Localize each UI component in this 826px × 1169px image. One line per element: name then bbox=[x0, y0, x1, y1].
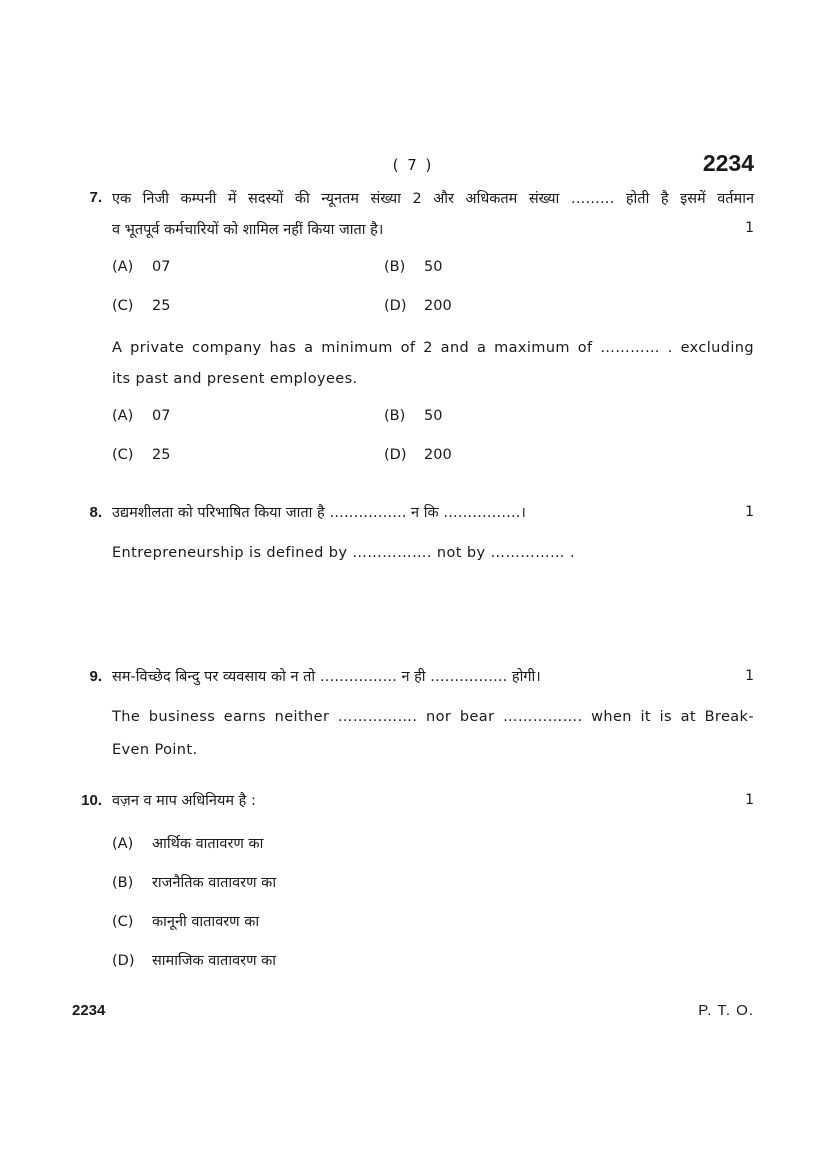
option-label: (A) bbox=[112, 408, 134, 424]
marks: 1 bbox=[745, 220, 754, 236]
question-text-english-cont: its past and present employees. bbox=[112, 371, 358, 387]
question-text-english-cont: Even Point. bbox=[112, 742, 198, 758]
option-text: 25 bbox=[152, 447, 171, 463]
question-text-hindi: वज़न व माप अधिनियम है : bbox=[112, 793, 256, 809]
option-text: सामाजिक वातावरण का bbox=[152, 953, 277, 969]
marks: 1 bbox=[745, 504, 754, 520]
question-text-english: Entrepreneurship is defined by ……………. not by …………… . bbox=[112, 545, 575, 561]
option-label: (C) bbox=[112, 447, 134, 463]
pto-label: P. T. O. bbox=[698, 1002, 754, 1019]
option-text: कानूनी वातावरण का bbox=[152, 914, 260, 930]
option-c bbox=[112, 911, 259, 931]
question-text-english: A private company has a minimum of 2 and a maximum of ………… . excluding bbox=[112, 340, 754, 356]
question-text-hindi: सम-विच्छेद बिन्दु पर व्यवसाय को न तो ……………. न ही ……………. होगी। bbox=[112, 669, 541, 685]
option-b bbox=[384, 408, 442, 424]
marks: 1 bbox=[745, 668, 754, 684]
option-label: (A) bbox=[112, 836, 134, 852]
option-b bbox=[112, 872, 276, 892]
question-text-hindi-cont: व भूतपूर्व कर्मचारियों को शामिल नहीं किया जाता है। bbox=[112, 222, 384, 238]
option-label: (B) bbox=[384, 259, 406, 275]
option-text: 200 bbox=[424, 298, 452, 314]
option-text: आर्थिक वातावरण का bbox=[152, 836, 264, 852]
option-text: 25 bbox=[152, 298, 171, 314]
page-number: ( 7 ) bbox=[392, 156, 434, 174]
option-label: (A) bbox=[112, 259, 134, 275]
option-d bbox=[384, 298, 452, 314]
option-text: 07 bbox=[152, 408, 171, 424]
question-text-english: The business earns neither ……………. nor bear ……………. when it is at Break- bbox=[112, 709, 754, 725]
option-text: 50 bbox=[424, 259, 443, 275]
option-a bbox=[112, 259, 170, 275]
question-text-hindi: एक निजी कम्पनी में सदस्यों की न्यूनतम संख्या 2 और अधिकतम संख्या ……… होती है इसमें वर्तमान bbox=[112, 191, 754, 207]
option-label: (C) bbox=[112, 298, 134, 314]
question-text-hindi: उद्यमशीलता को परिभाषित किया जाता है ……………. न कि …………….। bbox=[112, 505, 526, 521]
question-number: 7. bbox=[89, 189, 102, 206]
option-label: (B) bbox=[112, 875, 134, 891]
option-label: (C) bbox=[112, 914, 134, 930]
option-a bbox=[112, 833, 263, 853]
paper-code-footer: 2234 bbox=[72, 1002, 106, 1019]
question-number: 8. bbox=[89, 504, 102, 521]
option-text: 200 bbox=[424, 447, 452, 463]
question-number: 10. bbox=[81, 792, 102, 809]
option-d bbox=[112, 950, 276, 970]
option-label: (B) bbox=[384, 408, 406, 424]
marks: 1 bbox=[745, 792, 754, 808]
question-number: 9. bbox=[89, 668, 102, 685]
option-a bbox=[112, 408, 170, 424]
option-c bbox=[112, 447, 170, 463]
paper-code-header: 2234 bbox=[702, 150, 754, 176]
option-label: (D) bbox=[112, 953, 135, 969]
option-text: राजनैतिक वातावरण का bbox=[152, 875, 277, 891]
option-text: 07 bbox=[152, 259, 171, 275]
option-text: 50 bbox=[424, 408, 443, 424]
option-d bbox=[384, 447, 452, 463]
option-b bbox=[384, 259, 442, 275]
option-c bbox=[112, 298, 170, 314]
option-label: (D) bbox=[384, 298, 407, 314]
option-label: (D) bbox=[384, 447, 407, 463]
